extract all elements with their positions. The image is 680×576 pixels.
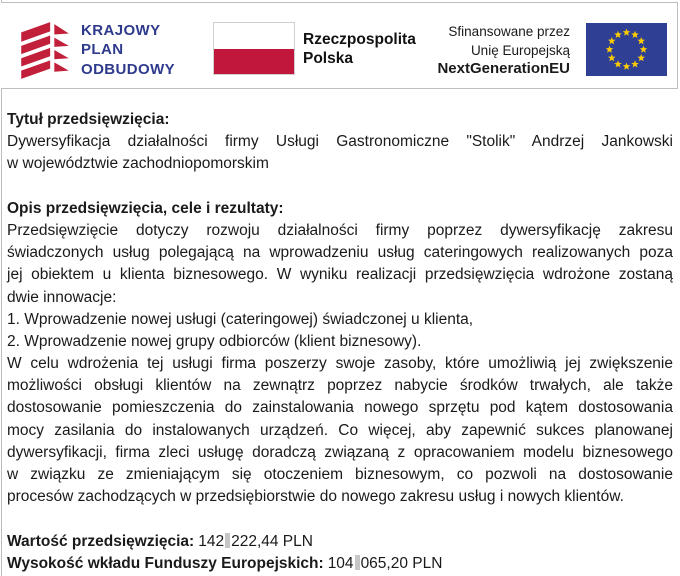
project-value-amount-part2: 222,44 PLN (231, 532, 313, 550)
poland-flag-red-stripe (214, 49, 294, 75)
blank-line (7, 176, 673, 198)
project-title-label: Tytuł przedsięwzięcia: (7, 111, 170, 128)
project-description-label: Opis przedsięwzięcia, cele i rezultaty: (7, 199, 284, 217)
blank-line (7, 508, 673, 530)
kpo-logo-line2: PLAN (81, 41, 124, 59)
description-line: możliwości obsługi klientów na zewnątrz poprzez nabycie środków trwałych, ale także (7, 377, 673, 395)
kpo-logo-text (81, 21, 175, 79)
poland-flag-white-stripe (214, 23, 294, 49)
nextgenerationeu-label: NextGenerationEU (437, 60, 570, 77)
project-value-label: Wartość przedsięwzięcia: (7, 532, 195, 550)
kpo-building-icon (19, 19, 71, 81)
description-line: procesów zachodzących w przedsiębiorstwie do nowego zakresu usług i nowych klientów. (7, 488, 624, 506)
description-line: W celu wdrożenia tej usługi firma poszerzy swoje zasoby, które umożliwią jej zwiększenie (7, 355, 673, 373)
eu-funding-label (437, 23, 570, 79)
poland-label-line2: Polska (303, 50, 353, 67)
project-title-line: w województwie zachodniopomorskim (7, 155, 269, 173)
description-line: Przedsięwzięcie dotyczy rozwoju działalności firmy poprzez dywersyfikację zakresu (7, 221, 673, 239)
nonbreaking-space-shading (355, 555, 360, 570)
nonbreaking-space-shading (225, 533, 230, 548)
description-line: dywersyfikacji, firma zleci usługę doradczą związaną z opracowaniem modelu biznesowego (7, 443, 673, 461)
poland-label (303, 30, 416, 68)
description-line: świadczonych usług polegającą na wprowadzeniu usług cateringowych realizowanych poza (7, 244, 673, 262)
kpo-logo-line1: KRAJOWY (81, 22, 161, 39)
kpo-logo-line3: ODBUDOWY (81, 60, 176, 78)
project-title-line: Dywersyfikacja działalności firmy Usługi Gastronomiczne "Stolik" Andrzej Jankowski (7, 133, 673, 151)
document-text (7, 109, 673, 575)
eu-contribution-amount-part2: 065,20 PLN (360, 554, 443, 572)
eu-flag (586, 23, 667, 76)
description-line: mocy zasilania do instalowanych urządzeń. Co więcej, aby zapewnić sukces planowanej (7, 421, 673, 439)
description-line: jej obiektem u klienta biznesowego. W wyniku realizacji przedsięwzięcia wdrożone zostaną (7, 266, 673, 284)
eu-funding-line2: Unię Europejską (470, 42, 570, 58)
project-value-amount-part1: 142 (198, 532, 225, 550)
eu-contribution-label: Wysokość wkładu Funduszy Europejskich: (7, 554, 324, 572)
funding-logos-header (1, 2, 678, 89)
description-line: dwie innowacje: (7, 288, 117, 306)
description-line: dostosowanie pomieszczenia do zainstalowania nowego sprzętu pod kątem dostosowania (7, 399, 673, 417)
description-line: 2. Wprowadzenie nowej grupy odbiorców (klient biznesowy). (7, 332, 422, 350)
eu-funding-line1: Sfinansowane przez (448, 24, 570, 39)
description-line: w związku ze zmieniającym się otoczeniem biznesowym, co pozwoli na dostosowanie (7, 466, 673, 483)
poland-flag (213, 22, 295, 75)
poland-label-line1: Rzeczpospolita (303, 31, 416, 48)
description-line: 1. Wprowadzenie nowej usługi (cateringowej) świadczonej u klienta, (7, 310, 474, 328)
eu-contribution-amount-part1: 104 (327, 554, 354, 572)
project-value-line (7, 531, 673, 553)
eu-contribution-line (7, 553, 673, 575)
